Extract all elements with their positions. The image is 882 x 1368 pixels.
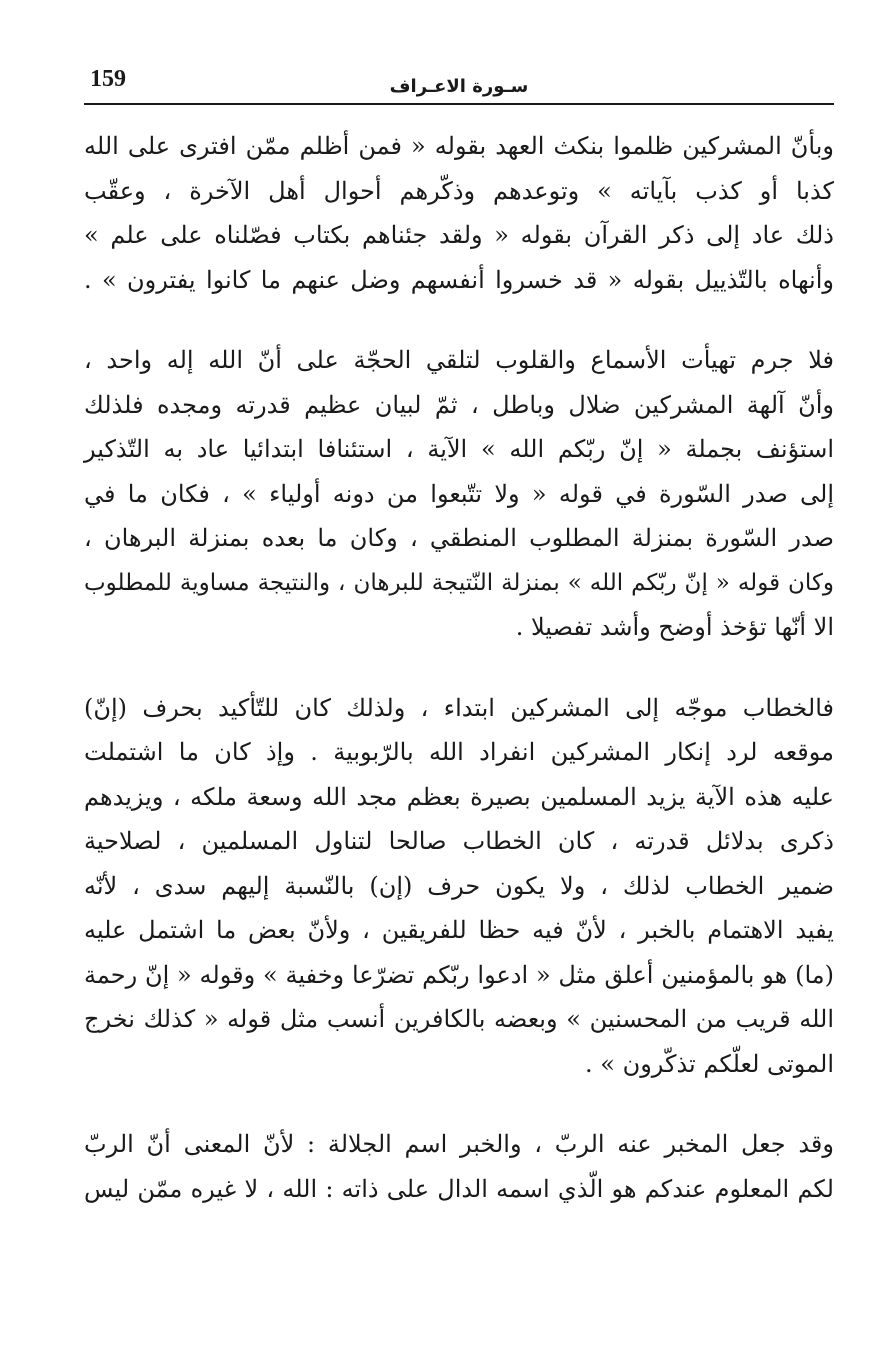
text-line: وأنّ آلهة المشركين ضلال وباطل ، ثمّ لبيان عظيم قدرته ومجده فلذلك: [84, 390, 834, 419]
text-line: صدر السّورة بمنزلة المطلوب المنطقي ، وكان ما بعده بمنزلة البرهان ،: [84, 524, 834, 552]
text-line: وأنهاه بالتّذييل بقوله « قد خسروا أنفسهم وضل عنهم ما كانوا يفترون » .: [84, 265, 834, 294]
text-line: فلا جرم تهيأت الأسماع والقلوب لتلقي الحجّة على أنّ الله إله واحد ،: [84, 346, 834, 374]
paragraph-gap: [84, 302, 834, 338]
running-title: سـورة الاعـراف: [389, 76, 529, 97]
text-line: ذلك عاد إلى ذكر القرآن بقوله « ولقد جئناهم بكتاب فصّلناه على علم »: [84, 221, 834, 249]
text-line: موقعه لرد إنكار المشركين انفراد الله بالرّبوبية . وإذ كان ما اشتملت: [84, 738, 834, 766]
text-line: فالخطاب موجّه إلى المشركين ابتداء ، ولذلك كان للتّأكيد بحرف (إنّ): [84, 693, 834, 722]
header-divider: [84, 103, 834, 105]
paragraph-1: [84, 124, 834, 302]
text-line: لكم المعلوم عندكم هو الّذي اسمه الدال على ذاته : الله ، لا غيره ممّن ليس: [84, 1174, 834, 1203]
text-line: إلى صدر السّورة في قوله « ولا تتّبعوا من دونه أولياء » ، فكان ما في: [84, 479, 834, 508]
text-line: وبأنّ المشركين ظلموا بنكث العهد بقوله « فمن أظلم ممّن افترى على الله: [84, 132, 834, 160]
paragraph-gap: [84, 650, 834, 686]
paragraph-4: [84, 1122, 834, 1211]
text-line: الموتى لعلّكم تذكّرون » .: [585, 1049, 834, 1078]
text-line: (ما) هو بالمؤمنين أعلق مثل « ادعوا ربّكم تضرّعا وخفية » وقوله « إنّ رحمة: [84, 960, 834, 989]
paragraph-2: [84, 338, 834, 650]
paragraph-gap: [84, 1086, 834, 1122]
text-line: ضمير الخطاب لذلك ، ولا يكون حرف (إن) بالنّسبة إليهم سدى ، لأنّه: [84, 871, 834, 900]
text-line: الله قريب من المحسنين » وبعضه بالكافرين أنسب مثل قوله « كذلك نخرج: [84, 1005, 834, 1033]
text-line: الا أنّها تؤخذ أوضح وأشد تفصيلا .: [515, 613, 834, 641]
text-line: يفيد الاهتمام بالخبر ، لأنّ فيه حظا للفريقين ، ولأنّ بعض ما اشتمل عليه: [84, 916, 834, 944]
text-line: كذبا أو كذب بآياته » وتوعدهم وذكّرهم أحوال أهل الآخرة ، وعقّب: [84, 176, 834, 205]
page-header: [84, 62, 834, 104]
text-line: عليه هذه الآية يزيد المسلمين بصيرة بعظم مجد الله وسعة ملكه ، ويزيدهم: [84, 782, 834, 811]
page-number: 159: [90, 66, 126, 92]
text-line: ذكرى بدلائل قدرته ، كان الخطاب صالحا لتناول المسلمين ، لصلاحية: [84, 827, 834, 855]
text-line: استؤنف بجملة « إنّ ربّكم الله » الآية ، استئنافا ابتدائيا عاد به التّذكير: [84, 435, 834, 463]
body-text: [84, 124, 834, 1211]
paragraph-3: [84, 686, 834, 1087]
text-line: وقد جعل المخبر عنه الربّ ، والخبر اسم الجلالة : لأنّ المعنى أنّ الربّ: [84, 1130, 834, 1158]
text-line: وكان قوله « إنّ ربّكم الله » بمنزلة النّتيجة للبرهان ، والنتيجة مساوية للمطلوب: [84, 569, 834, 596]
